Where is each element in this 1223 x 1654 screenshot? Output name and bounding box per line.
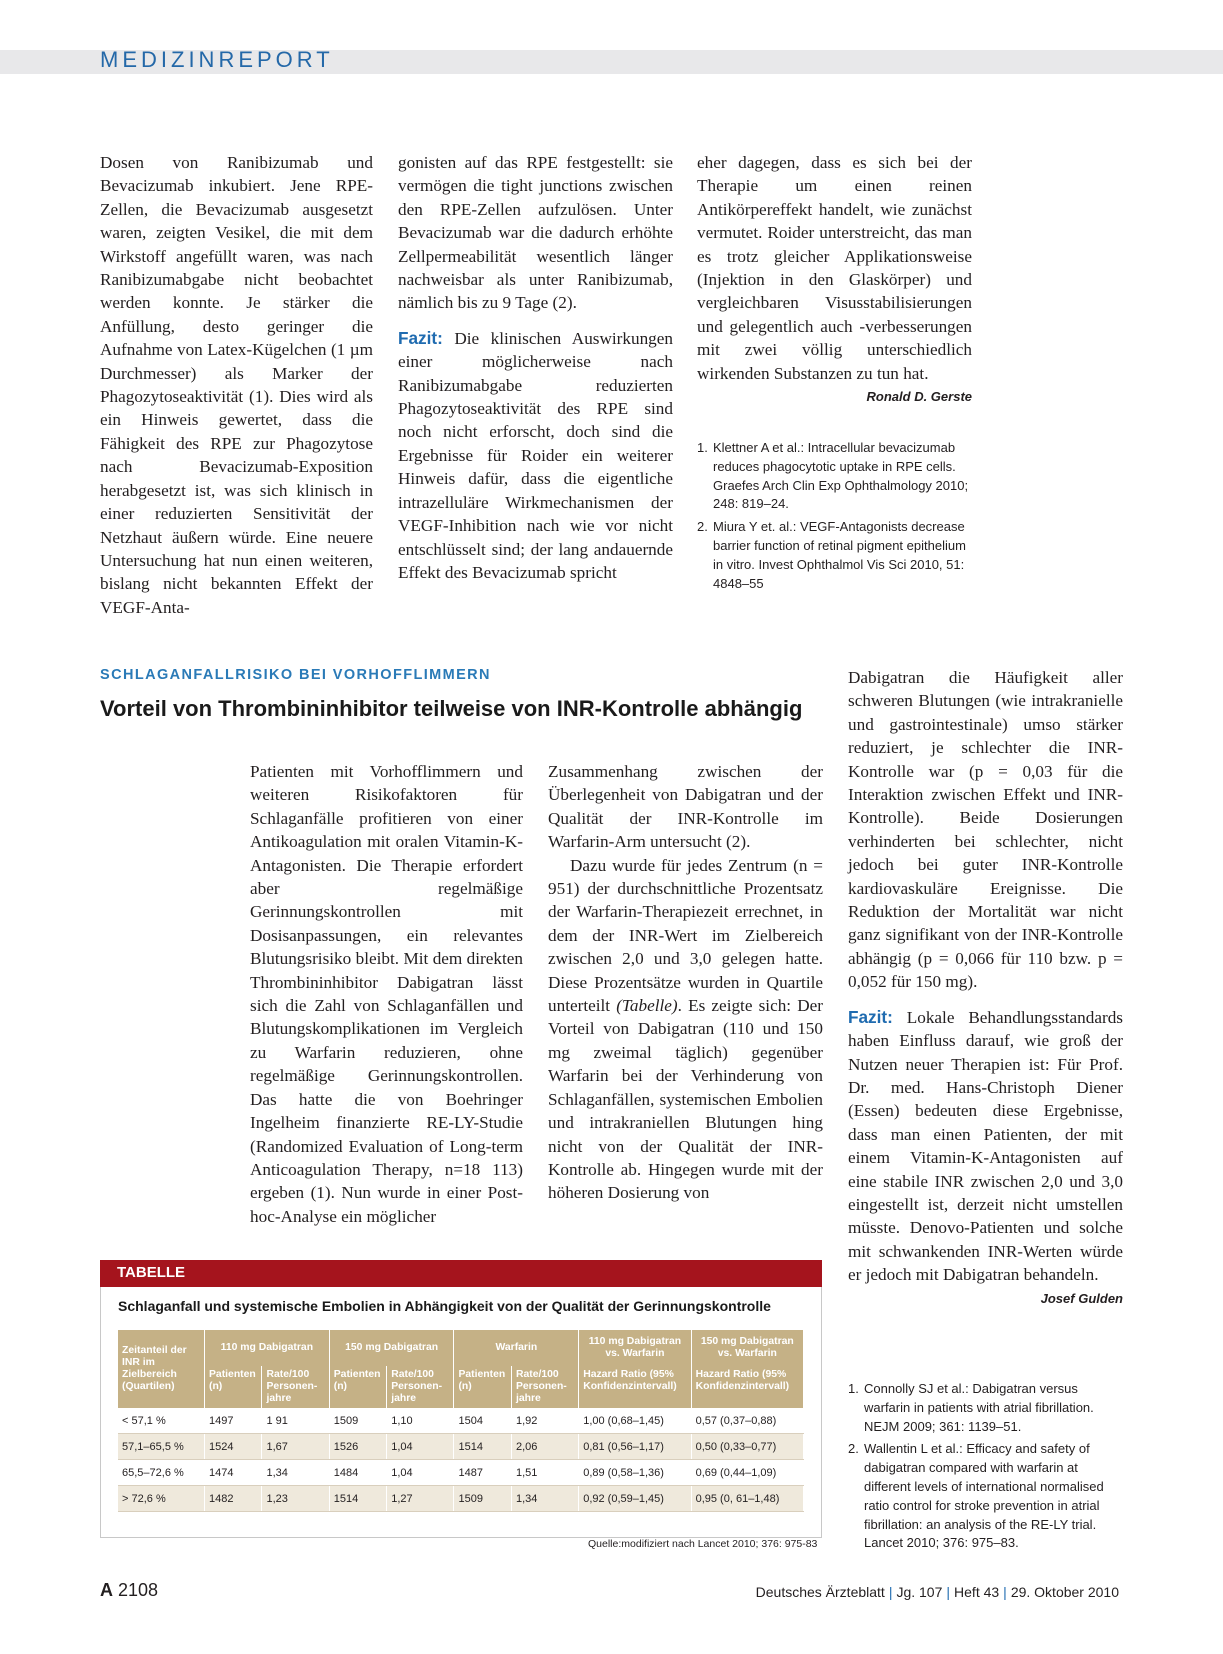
- table-reference: (Tabelle): [616, 996, 678, 1016]
- table-cell: 1509: [454, 1486, 511, 1512]
- table-cell: 0,57 (0,37–0,88): [691, 1408, 803, 1434]
- fazit-label: Fazit:: [848, 1006, 893, 1027]
- table-subheader: Hazard Ratio (95% Konfidenzintervall): [579, 1366, 691, 1408]
- table-label-bar: [100, 1260, 822, 1287]
- table-cell: 1,00 (0,68–1,45): [579, 1408, 691, 1434]
- table-cell: 1514: [454, 1434, 511, 1460]
- article2-author: Josef Gulden: [1040, 1290, 1123, 1306]
- article1-col2-paragraph: gonisten auf das RPE festgestellt: sie vermögen die tight junctions zwischen den RPE-Zellen aufzulösen. Unter Bevacizumab war die dadurch erhöhte Zellpermeabilität wesentlich länger nachweisbar als unter Ranibizumab, nämlich bis zu 9 Tage (2).: [398, 153, 673, 313]
- article2-col2-paragraph-1: Zusammenhang zwischen der Überlegenheit von Dabigatran und der Qualität der INR-Kontrolle im Warfarin-Arm untersucht (2).: [548, 762, 823, 852]
- table-cell: 0,81 (0,56–1,17): [579, 1434, 691, 1460]
- reference-text: Wallentin L et al.: Efficacy and safety of dabigatran compared with warfarin at different levels of international normalised ratio control for stroke prevention in atrial fibrillation: an analysis of the RE-LY trial. Lancet 2010; 376: 975–83.: [864, 1441, 1104, 1551]
- reference-item: [697, 518, 972, 593]
- table-subheader: Rate/100 Personen-jahre: [387, 1366, 454, 1408]
- table-cell: 1504: [454, 1408, 511, 1434]
- table-cell: < 57,1 %: [118, 1408, 205, 1434]
- article1-col3-body: eher dagegen, dass es sich bei der Therapie um einen reinen Antikörpereffekt handelt, wie zunächst vermutet. Roider unterstreicht, das man es trotz gleicher Applikationsweise (Injektion in den Glaskörper) und vergleichbaren Visusstabilisierungen und gelegentlich auch -verbesserungen mit zwei völlig unterschiedlich wirkenden Substanzen zu tun hat.: [697, 153, 972, 383]
- fazit-label: Fazit:: [398, 327, 443, 348]
- table-row: [118, 1486, 804, 1512]
- table-cell: 0,89 (0,58–1,36): [579, 1460, 691, 1486]
- table-header-inr-range: Zeitanteil der INR im Zielbereich (Quartilen): [118, 1330, 205, 1408]
- separator: |: [946, 1584, 951, 1600]
- table-cell: 0,92 (0,59–1,45): [579, 1486, 691, 1512]
- table-row: [118, 1434, 804, 1460]
- separator: |: [888, 1584, 893, 1600]
- table-cell: 1482: [205, 1486, 262, 1512]
- table-cell: 65,5–72,6 %: [118, 1460, 205, 1486]
- footer-citation: [756, 1584, 1119, 1600]
- table-header-group: 150 mg Dabigatran vs. Warfarin: [691, 1330, 803, 1366]
- reference-number: 2.: [848, 1441, 859, 1457]
- table-title: Schlaganfall und systemische Embolien in Abhängigkeit von der Qualität der Gerinnungskontrolle: [118, 1298, 771, 1314]
- table-subheader: Rate/100 Personen-jahre: [511, 1366, 578, 1408]
- page-prefix: A: [100, 1580, 113, 1600]
- table-cell: 1487: [454, 1460, 511, 1486]
- article2-column-1: [250, 760, 523, 1228]
- table-row: [118, 1408, 804, 1434]
- article2-fazit-text: Lokale Behandlungsstandards haben Einfluss darauf, wie groß der Nutzen neuer Therapien ist: Für Prof. Dr. med. Hans-Christoph Diener (Essen) bedeuten diese Ergebnisse, dass man einen Patienten, der mit einem Vitamin-K-Antagonisten auf eine stabile INR zwischen 2,0 und 3,0 eingestellt ist, derzeit nicht umstellen müsste. Denovo-Patienten und solche mit schwankenden INR-Werten würde er jedoch mit Dabigatran behandeln.: [848, 1007, 1123, 1285]
- table-cell: 1,67: [262, 1434, 329, 1460]
- table-header-group: 110 mg Dabigatran vs. Warfarin: [579, 1330, 691, 1366]
- table-cell: 57,1–65,5 %: [118, 1434, 205, 1460]
- article1-column-2: [398, 151, 673, 584]
- table-cell: 1474: [205, 1460, 262, 1486]
- article1-column-3: [697, 151, 972, 408]
- reference-number: 1.: [848, 1381, 859, 1396]
- table-subheader: Hazard Ratio (95% Konfidenzintervall): [691, 1366, 803, 1408]
- article1-col1-text: Dosen von Ranibizumab und Bevacizumab inkubiert. Jene RPE-Zellen, die Bevacizumab ausgesetzt waren, zeigten Vesikel, die mit dem Wirkstoff angefüllt waren, was nach Ranibizumabgabe nicht beobachtet werden konnte. Je stärker die Anfüllung, desto geringer die Aufnahme von Latex-Kügelchen (1 µm Durchmesser) als Marker der Phagozytoseaktivität (1). Dies wird als ein Hinweis gewertet, dass die Fähigkeit des RPE zur Phagozytose nach Bevacizumab-Exposition herabgesetzt ist, was sich klinisch in einer reduzierten Sensitivität der Netzhaut äußern würde. Eine neuere Untersuchung hat nun einen weiteren, bislang nicht bekannten Effekt der VEGF-Anta-: [100, 153, 373, 617]
- article2-fazit: [848, 1006, 1123, 1306]
- table-label: TABELLE: [117, 1264, 186, 1281]
- article2-references: [848, 1380, 1123, 1557]
- article1-fazit-text: Die klinischen Auswirkungen einer möglicherweise nach Ranibizumabgabe reduzierten Phagozytoseaktivität des RPE sind noch nicht erforscht, doch sind die Ergebnisse für Roider ein weiterer Hinweis dafür, dass die eigentliche intrazelluläre Wirkmechanismen der VEGF-Inhibition nach wie vor nicht entschlüsselt sind; der lang andauernde Effekt des Bevacizumab spricht: [398, 328, 673, 582]
- article2-col2-text-b: . Es zeigte sich: Der Vorteil von Dabigatran (110 und 150 mg zweimal täglich) gegenüber Warfarin bei der Verhinderung von Schlaganfällen, systemischen Embolien und intrakraniellen Blutungen hing nicht von der Qualität der INR-Kontrolle ab. Hingegen wurde mit der höheren Dosierung von: [548, 996, 823, 1203]
- reference-text: Connolly SJ et al.: Dabigatran versus warfarin in patients with atrial fibrillation. NEJM 2009; 361: 1139–51.: [864, 1381, 1094, 1434]
- table-cell: 1484: [329, 1460, 386, 1486]
- section-label: MEDIZINREPORT: [100, 47, 334, 72]
- article2-col1-text: Patienten mit Vorhofflimmern und weiteren Risikofaktoren für Schlaganfälle profitieren von einer Antikoagulation mit oralen Vitamin-K-Antagonisten. Die Therapie erfordert aber regelmäßige Gerinnungskontrollen mit Dosisanpassungen, ein relevantes Blutungsrisiko bleibt. Mit dem direkten Thrombininhibitor Dabigatran lässt sich die Zahl von Schlaganfällen und Blutungskomplikationen im Vergleich zu Warfarin reduzieren, ohne regelmäßige Gerinnungskontrollen. Das hatte die von Boehringer Ingelheim finanzierte RE-LY-Studie (Randomized Evaluation of Long-term Anticoagulation Therapy, n=18 113) ergeben (1). Nun wurde in einer Post-hoc-Analyse ein möglicher: [250, 762, 523, 1226]
- table-cell: 1,34: [262, 1460, 329, 1486]
- journal-name: Deutsches Ärzteblatt: [755, 1584, 885, 1600]
- page-number: [100, 1580, 158, 1601]
- table-cell: 1,10: [387, 1408, 454, 1434]
- table-cell: 0,95 (0, 61–1,48): [691, 1486, 803, 1512]
- table-header-group: Warfarin: [454, 1330, 579, 1366]
- table-cell: 2,06: [511, 1434, 578, 1460]
- article2-column-2: [548, 760, 823, 1205]
- table-cell: 1,51: [511, 1460, 578, 1486]
- table-subheader: Patienten (n): [329, 1366, 386, 1408]
- journal-date: 29. Oktober 2010: [1010, 1584, 1119, 1600]
- table-source: Quelle:modifiziert nach Lancet 2010; 376: 975-83: [588, 1538, 818, 1550]
- results-table: [118, 1330, 804, 1512]
- reference-item: [697, 439, 972, 514]
- article2-col2-text-a: Dazu wurde für jedes Zentrum (n = 951) der durchschnittliche Prozentsatz der Warfarin-Therapiezeit errechnet, in dem der INR-Wert im Zielbereich zwischen 2,0 und 3,0 gelegen hatte. Diese Prozentsätze wurden in Quartile unterteilt: [548, 855, 823, 1016]
- page-number-value: 2108: [118, 1580, 159, 1600]
- table-cell: 1,27: [387, 1486, 454, 1512]
- table-cell: 1,04: [387, 1434, 454, 1460]
- reference-item: [848, 1380, 1123, 1436]
- journal-volume: Jg. 107: [896, 1584, 943, 1600]
- article2-headline: Vorteil von Thrombininhibitor teilweise von INR-Kontrolle abhängig: [100, 696, 803, 721]
- table-cell: 1497: [205, 1408, 262, 1434]
- table-cell: 1,34: [511, 1486, 578, 1512]
- table-header-group: 110 mg Dabigatran: [205, 1330, 330, 1366]
- reference-text: Klettner A et al.: Intracellular bevacizumab reduces phagocytotic uptake in RPE cells. Graefes Arch Clin Exp Ophthalmology 2010; 248: 819–24.: [713, 440, 969, 512]
- article1-col3-text: [697, 151, 972, 405]
- table-header-group: 150 mg Dabigatran: [329, 1330, 454, 1366]
- table-cell: 1,92: [511, 1408, 578, 1434]
- journal-issue: Heft 43: [954, 1584, 1000, 1600]
- table-cell: 1524: [205, 1434, 262, 1460]
- table-cell: > 72,6 %: [118, 1486, 205, 1512]
- reference-item: [848, 1440, 1123, 1553]
- table-subheader: Patienten (n): [454, 1366, 511, 1408]
- table-cell: 1,04: [387, 1460, 454, 1486]
- table-cell: 1514: [329, 1486, 386, 1512]
- table-cell: 0,50 (0,33–0,77): [691, 1434, 803, 1460]
- table-cell: 1 91: [262, 1408, 329, 1434]
- table-subheader: Rate/100 Personen-jahre: [262, 1366, 329, 1408]
- separator: |: [1003, 1584, 1007, 1600]
- article1-column-1: [100, 151, 373, 619]
- table-cell: 0,69 (0,44–1,09): [691, 1460, 803, 1486]
- article1-references: [697, 439, 972, 597]
- reference-number: 2.: [697, 519, 708, 535]
- table-cell: 1,23: [262, 1486, 329, 1512]
- article1-author: Ronald D. Gerste: [866, 389, 972, 405]
- table-cell: 1509: [329, 1408, 386, 1434]
- article2-col2-paragraph-2: [548, 854, 823, 1205]
- table-cell: 1526: [329, 1434, 386, 1460]
- reference-number: 1.: [697, 440, 708, 455]
- article2-column-3: [848, 666, 1123, 1310]
- reference-text: Miura Y et. al.: VEGF-Antagonists decrease barrier function of retinal pigment epithelium in vitro. Invest Ophthalmol Vis Sci 2010, 51: 4848–55: [713, 519, 966, 591]
- article2-kicker: SCHLAGANFALLRISIKO BEI VORHOFFLIMMERN: [100, 667, 491, 683]
- article2-col3-paragraph: Dabigatran die Häufigkeit aller schweren Blutungen (wie intrakranielle und gastrointestinale) umso stärker reduziert, je schlechter die INR-Kontrolle war (p = 0,03 für die Interaktion zwischen Effekt und INR-Kontrolle). Beide Dosierungen verhinderten bei schlechter, nicht jedoch bei guter INR-Kontrolle kardiovaskuläre Ereignisse. Die Reduktion der Mortalität war nicht ganz signifikant von der INR-Kontrolle abhängig (p = 0,066 für 110 bzw. p = 0,052 für 150 mg).: [848, 668, 1123, 992]
- table-subheader: Patienten (n): [205, 1366, 262, 1408]
- article1-fazit: [398, 327, 673, 584]
- table-row: [118, 1460, 804, 1486]
